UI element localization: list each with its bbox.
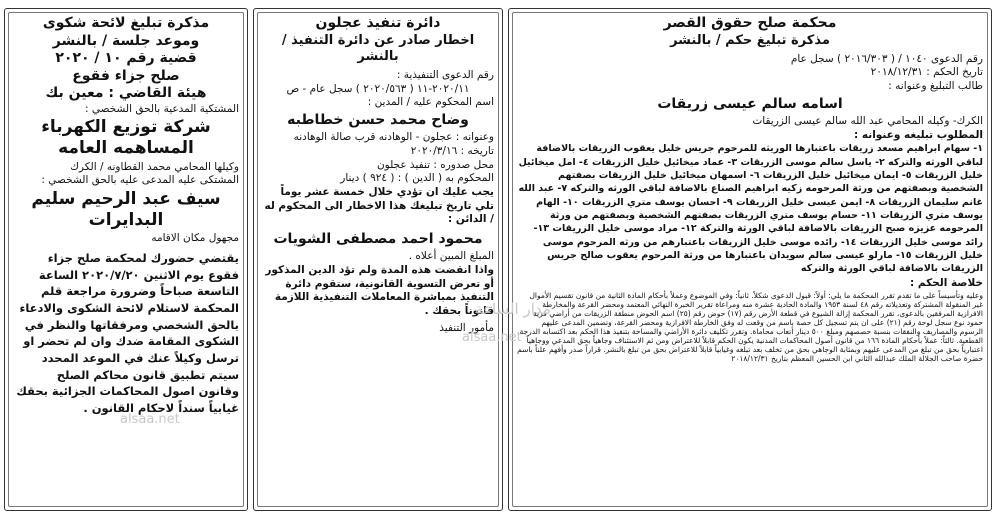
notice-court-judgment bbox=[508, 8, 992, 511]
defendant-label: المشتكى عليه المدعى عليه بالحق الشخصي : bbox=[41, 174, 239, 187]
complainant-name: شركة توزيع الكهرباء المساهمه العامه bbox=[41, 117, 211, 159]
requester-label: طالب التبليغ وعنوانه : bbox=[888, 80, 983, 93]
notified-label: المطلوب تبليغه وعنوانه : bbox=[854, 128, 983, 141]
court-name: صلح جزاء فقوع bbox=[72, 67, 180, 84]
amount-reference: المبلغ المبين أعلاه . bbox=[408, 250, 494, 263]
judge-name: هيئة القاضي : معين بك bbox=[45, 85, 207, 101]
creditor-name: محمود احمد مصطفى الشويات bbox=[273, 230, 483, 247]
debtor-address: وعنوانه : عجلون - الوهادنه قرب صالة الوهادنه bbox=[293, 131, 494, 144]
signature: مأمور التنفيذ bbox=[439, 321, 494, 334]
notice-execution bbox=[253, 8, 503, 511]
summons-body: يقتضي حضورك لمحكمة صلح جزاء فقوع يوم الاثنين ٢٠٢٠/٧/٢٠ الساعة التاسعة صباحاً وضرورة مراجعة قلم المحكمة لاستلام لائحة الشكوى والادعاء بالحق الشخصي ومرفقاتها والنظر في الشكوى المقامة ضدك وان لم تحضر او ترسل وكيلاً عنك في الموعد المحدد سيتم تطبيق قانون محاكم الصلح وقانون اصول المحاكمات الجزائية بحقك غيابياً سنداً لاحكام القانون . bbox=[16, 251, 239, 416]
payment-instruction: يجب عليك ان تؤدي خلال خمسة عشر يوماً تلي تاريخ تبليغك هذا الاخطار الى المحكوم له / الدائن : bbox=[264, 185, 494, 226]
defendants-list: ١- سهام ابراهيم مسعد زريقات باعتبارها الوريثه للمرحوم جريس خليل يعقوب الزريقات بالاضافة لباقي الورثه والتركه ٢- ياسل سالم موسى الزريقات ٣- عماد ميخائيل خليل الزريقات ٤- امل ميخائيل خليل الزريقات ٥- ايمان ميخائيل خليل الزريقات ٦- اسمهان ميخائيل خليل الزريقات بصفتهم الشخصية وبصفتهم من ورثة المرحومه زكيه ابراهيم الصناع بالاضافة لباقي الورثه والتركه ٧- عبد الله غانم سليمان الزريقات ٨- ايمن عيسى خليل الزريقات ٩- احسان يوسف متري الزريقات ١٠- الهام يوسف متري الزريقات ١١- حسام يوسف متري الزريقات بصفتهم الشخصية وبصفتهم من ورثة المرحومه عزيزه صبح الزريقات بالاضافة لباقي الورثة والتركة ١٢- مراد موسى خليل الزريقات ١٣- رائد موسى خليل الزريقات ١٤- رائده موسى خليل الزريقات باعتبارهم من ورثه المرحوم موسى خليل الزريقات ١٥- مارلو عيسى سالم سويدان باعتبارها من ورثة المرحوم يعقوب صالح جريس الزريقات بالاضافة لباقي الورثة والتركه bbox=[518, 143, 983, 275]
issuing-office: محل صدوره : تنفيذ عجلون bbox=[376, 158, 494, 171]
court-name: محكمة صلح حقوق القصر bbox=[663, 15, 837, 31]
judgment-amount: المحكوم به ( الدين ) : ( ٩٢٤ ) دينار bbox=[340, 172, 494, 185]
case-number: قضية رقم ١٠ / ٢٠٢٠ bbox=[55, 50, 197, 66]
plaintiff-name: اسامه سالم عيسى زريقات bbox=[657, 95, 843, 112]
case-number: ٢٠٢٠/١١-١١ ( ٢٠٢٠/٥٦٣ ) سجل عام - ص bbox=[286, 82, 470, 95]
judgment-date: تاريخ الحكم : ٢٠١٨/١٢/٣١ bbox=[870, 66, 983, 79]
department-name: دائرة تنفيذ عجلون bbox=[315, 15, 441, 31]
notice-title: مذكرة تبليغ حكم / بالنشر bbox=[670, 32, 830, 48]
execution-warning: واذا انقضت هذه المدة ولم تؤد الدين المذكور أو تعرض التسوية القانونية، ستقوم دائرة التنفيذ بمباشرة المعاملات التنفيذية اللازمة قانوناً بحقك . bbox=[265, 264, 494, 317]
debtor-name: وضاح محمد حسن خطاطبه bbox=[287, 111, 469, 128]
notice-complaint-summons bbox=[4, 8, 248, 511]
notice-subtitle: وموعد جلسة / بالنشر bbox=[52, 32, 200, 49]
case-label: رقم الدعوى التنفيذية : bbox=[396, 69, 494, 81]
watermark-url-left: alsaa.net bbox=[120, 412, 180, 427]
watermark-arabic: مدار الساعة bbox=[475, 300, 551, 318]
debtor-label: اسم المحكوم عليه / المدين : bbox=[367, 96, 494, 109]
judgment-summary: وعليه وتأسيساً على ما تقدم تقرر المحكمة ما يلي: أولاً: قبول الدعوى شكلاً. ثانياً: وفي الموضوع وعملاً بأحكام المادة الثانية من قانون تقسيم الأموال غير المنقولة المشتركة وتعديلاته رقم ٤٨ لسنة ١٩٥٣ والمادة الحادية عشرة منه ومراعاة تقرير الخبرة النهائي المعتمد ومحضر القرعة والمخارطة الافرازية المرفقين بالدعوى، تقرر المحكمة إزالة الشيوع في قطعة الأرض رقم (١٧) حوض رقم (٢٥) اسم الحوض منطقة الزريقات من أراضي قرية حمود نوع سجل لوحة رقم (٢١) على ان يتم تسجيل كل حصة باسم من وقعت له وفق الخارطة الافرازية ومحضر القرعة، وتضمين المدعى عليهم الرسوم والمصاريف والنفقات بنسبة حصصهم ومبلغ ٥٠٠ دينار أتعاب محاماة. وتقرر تكليف دائرة الأراضي والمساحة بتنفيذ هذا الحكم بعد اكتسابه الدرجة القطعية. ثالثاً: عملاً بأحكام المادة ١٦٦ من قانون أصول المحاكمات المدنية يكون الحكم قابلاً للاعتراض ومن ثم الاستئناف وجاهياً بحق المدعي ووجاهياً اعتبارياً بحق من تبلغ من المدعى عليهم وبمثابة الوجاهي بحق من تخلف بعد تبلغه وغيابياً قابلاً للاعتراض بحق من تبلغ بالنشر. قراراً صدر وأفهم علناً باسم حضرة صاحب الجلالة الملك عبدالله الثاني ابن الحسين المعظم بتاريخ ٢٠١٨/١٢/٣١ bbox=[517, 291, 983, 364]
defendant-name: سيف عبد الرحيم سليم البدايرات bbox=[31, 188, 221, 231]
watermark-url: alsaa.net bbox=[462, 330, 522, 345]
complainant-lawyer: وكيلها المحامي محمد القطاونه / الكرك bbox=[70, 160, 239, 173]
summary-label: خلاصة الحكم : bbox=[909, 277, 983, 290]
defendant-residence: مجهول مكان الاقامه bbox=[151, 232, 239, 245]
notice-subtitle: اخطار صادر عن دائرة التنفيذ / بالنشر bbox=[281, 32, 475, 64]
plaintiff-details: الكرك- وكيله المحامي عبد الله سالم عيسى الزريقات bbox=[752, 115, 983, 128]
case-number: رقم الدعوى ١٠٤٠ / ( ٢٠١٦/٣٠٣ ) سجل عام bbox=[790, 52, 983, 65]
complainant-label: المشتكية المدعية بالحق الشخصي : bbox=[85, 102, 239, 115]
notice-title: مذكرة تبليغ لائحة شكوى bbox=[42, 15, 210, 31]
notice-date: تاريخه : ٢٠٢٠/٣/١٦ bbox=[410, 145, 494, 158]
